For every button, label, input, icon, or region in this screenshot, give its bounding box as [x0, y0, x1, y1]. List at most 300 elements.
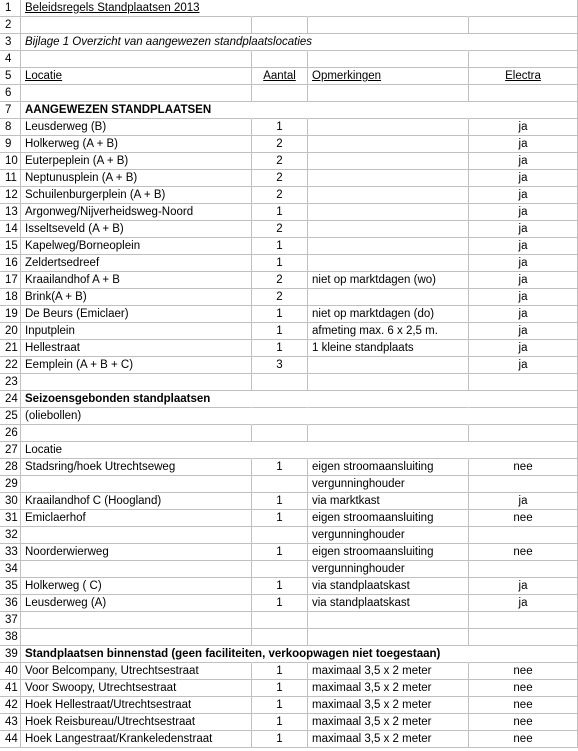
row-number[interactable]: 1	[0, 0, 21, 17]
remarks-cell[interactable]	[308, 493, 469, 510]
remarks-cell-text	[308, 359, 312, 371]
count-cell[interactable]	[252, 187, 308, 204]
count-cell[interactable]	[252, 714, 308, 731]
location-cell[interactable]	[21, 578, 252, 595]
location-cell-text: Voor Swoopy, Utrechtsestraat	[25, 682, 177, 694]
count-cell[interactable]	[252, 102, 308, 119]
table-row	[0, 527, 578, 544]
remarks-cell-text: maximaal 3,5 x 2 meter	[312, 665, 432, 677]
row-number[interactable]: 35	[0, 578, 21, 595]
remarks-cell[interactable]	[308, 289, 469, 306]
remarks-cell[interactable]	[308, 731, 469, 748]
row-number[interactable]: 7	[0, 102, 21, 119]
table-row	[0, 68, 578, 85]
location-cell[interactable]	[21, 357, 252, 374]
remarks-cell[interactable]	[308, 340, 469, 357]
row-number[interactable]: 9	[0, 136, 21, 153]
table-row	[0, 306, 578, 323]
location-cell[interactable]	[21, 442, 252, 459]
location-cell-text: Kapelweg/Borneoplein	[25, 240, 141, 252]
row-number[interactable]: 18	[0, 289, 21, 306]
electra-cell[interactable]	[469, 425, 578, 442]
remarks-cell[interactable]	[308, 221, 469, 238]
remarks-cell[interactable]	[308, 476, 469, 493]
row-number[interactable]: 37	[0, 612, 21, 629]
count-cell[interactable]	[252, 68, 308, 85]
location-cell[interactable]	[21, 255, 252, 272]
remarks-cell-text	[308, 155, 312, 167]
electra-cell-text: ja	[518, 308, 528, 320]
row-number[interactable]: 39	[0, 646, 21, 663]
electra-cell-text: ja	[518, 495, 528, 507]
count-cell[interactable]	[252, 357, 308, 374]
remarks-cell[interactable]	[308, 153, 469, 170]
remarks-cell[interactable]	[308, 561, 469, 578]
electra-cell[interactable]	[469, 544, 578, 561]
remarks-cell[interactable]	[308, 527, 469, 544]
electra-cell[interactable]	[469, 238, 578, 255]
row-number[interactable]: 3	[0, 34, 21, 51]
electra-cell[interactable]	[469, 102, 578, 119]
electra-cell[interactable]	[469, 697, 578, 714]
electra-cell[interactable]	[469, 272, 578, 289]
remarks-cell[interactable]	[308, 323, 469, 340]
remarks-cell-text	[308, 53, 312, 65]
count-cell[interactable]	[252, 136, 308, 153]
electra-cell-text: ja	[518, 597, 528, 609]
count-cell-text: 1	[276, 342, 283, 354]
remarks-cell[interactable]	[308, 0, 469, 17]
count-cell[interactable]	[252, 340, 308, 357]
electra-cell-text: nee	[513, 512, 533, 524]
remarks-cell[interactable]	[308, 612, 469, 629]
remarks-cell[interactable]	[308, 34, 469, 51]
remarks-cell[interactable]	[308, 459, 469, 476]
electra-cell[interactable]	[469, 510, 578, 527]
electra-cell[interactable]	[469, 187, 578, 204]
row-number[interactable]: 13	[0, 204, 21, 221]
electra-cell[interactable]	[469, 527, 578, 544]
location-cell[interactable]	[21, 646, 441, 663]
location-cell-text	[21, 563, 25, 575]
count-cell[interactable]	[252, 272, 308, 289]
location-cell-text	[21, 631, 25, 643]
count-cell-text: 3	[276, 359, 283, 371]
location-cell[interactable]	[21, 493, 252, 510]
count-cell[interactable]	[252, 527, 308, 544]
remarks-cell-text: maximaal 3,5 x 2 meter	[312, 716, 432, 728]
electra-cell[interactable]	[469, 459, 578, 476]
count-cell[interactable]	[252, 510, 308, 527]
count-cell[interactable]	[252, 17, 308, 34]
location-cell[interactable]	[21, 612, 252, 629]
table-row	[0, 391, 578, 408]
location-cell[interactable]	[21, 136, 252, 153]
remarks-cell[interactable]	[308, 425, 469, 442]
table-row	[0, 459, 578, 476]
count-cell[interactable]	[252, 238, 308, 255]
electra-cell-text: nee	[513, 682, 533, 694]
electra-cell-text: nee	[513, 546, 533, 558]
location-cell[interactable]	[21, 629, 252, 646]
location-cell-text	[21, 87, 25, 99]
location-cell[interactable]	[21, 476, 252, 493]
location-cell-text: Locatie	[25, 444, 63, 456]
remarks-cell[interactable]	[308, 102, 469, 119]
remarks-cell-text	[308, 614, 312, 626]
remarks-cell-text: vergunninghouder	[312, 478, 405, 490]
table-row	[0, 374, 578, 391]
remarks-cell[interactable]	[308, 357, 469, 374]
location-cell-text: Eemplein (A + B + C)	[25, 359, 134, 371]
location-cell[interactable]	[21, 204, 252, 221]
count-cell-text: 1	[276, 325, 283, 337]
location-cell[interactable]	[21, 459, 252, 476]
row-number[interactable]: 31	[0, 510, 21, 527]
location-cell[interactable]	[21, 170, 252, 187]
remarks-cell[interactable]	[308, 187, 469, 204]
row-number[interactable]: 20	[0, 323, 21, 340]
count-cell[interactable]	[252, 425, 308, 442]
count-cell[interactable]	[252, 306, 308, 323]
location-cell[interactable]	[21, 85, 252, 102]
remarks-cell[interactable]	[308, 442, 469, 459]
location-cell[interactable]	[21, 272, 252, 289]
electra-cell[interactable]	[469, 153, 578, 170]
row-number[interactable]: 44	[0, 731, 21, 748]
electra-cell[interactable]	[469, 204, 578, 221]
count-cell[interactable]	[252, 170, 308, 187]
location-cell[interactable]	[21, 374, 252, 391]
row-number[interactable]: 32	[0, 527, 21, 544]
electra-cell-text: ja	[518, 342, 528, 354]
location-cell[interactable]	[21, 340, 252, 357]
table-row	[0, 17, 578, 34]
table-row	[0, 663, 578, 680]
electra-cell[interactable]	[469, 612, 578, 629]
row-number[interactable]: 27	[0, 442, 21, 459]
row-number[interactable]: 19	[0, 306, 21, 323]
electra-cell[interactable]	[469, 578, 578, 595]
location-cell[interactable]	[21, 391, 252, 408]
remarks-cell[interactable]	[308, 204, 469, 221]
location-cell-text: Holkerweg (A + B)	[25, 138, 118, 150]
remarks-cell[interactable]	[308, 408, 469, 425]
row-number[interactable]: 30	[0, 493, 21, 510]
electra-cell[interactable]	[469, 629, 578, 646]
electra-cell[interactable]	[469, 170, 578, 187]
location-cell[interactable]	[21, 0, 252, 17]
remarks-cell[interactable]	[308, 510, 469, 527]
remarks-cell[interactable]	[308, 85, 469, 102]
count-cell[interactable]	[252, 391, 308, 408]
location-cell-text: Schuilenburgerplein (A + B)	[25, 189, 166, 201]
count-cell[interactable]	[252, 442, 308, 459]
electra-cell-text: nee	[513, 461, 533, 473]
remarks-cell[interactable]	[308, 544, 469, 561]
remarks-cell[interactable]	[308, 272, 469, 289]
electra-cell[interactable]	[469, 680, 578, 697]
electra-cell[interactable]	[469, 17, 578, 34]
row-number[interactable]: 17	[0, 272, 21, 289]
table-row	[0, 255, 578, 272]
electra-cell[interactable]	[469, 731, 578, 748]
count-cell[interactable]	[252, 323, 308, 340]
electra-cell[interactable]	[469, 391, 578, 408]
row-number[interactable]: 21	[0, 340, 21, 357]
count-cell[interactable]	[252, 119, 308, 136]
count-cell-text: 1	[276, 682, 283, 694]
electra-cell[interactable]	[469, 306, 578, 323]
row-number[interactable]: 43	[0, 714, 21, 731]
row-number[interactable]: 5	[0, 68, 21, 85]
electra-cell[interactable]	[469, 340, 578, 357]
location-cell[interactable]	[21, 510, 252, 527]
electra-cell[interactable]	[469, 51, 578, 68]
location-cell-text: AANGEWEZEN STANDPLAATSEN	[25, 104, 212, 116]
count-cell[interactable]	[252, 544, 308, 561]
row-number[interactable]: 23	[0, 374, 21, 391]
location-cell-text: Hoek Reisbureau/Utrechtsestraat	[25, 716, 196, 728]
count-cell[interactable]	[252, 595, 308, 612]
remarks-cell[interactable]	[308, 374, 469, 391]
remarks-cell[interactable]	[308, 136, 469, 153]
remarks-cell-text: via standplaatskast	[312, 580, 410, 592]
table-row	[0, 578, 578, 595]
remarks-cell-text: 1 kleine standplaats	[312, 342, 414, 354]
table-row	[0, 0, 578, 17]
electra-cell-text: ja	[518, 172, 528, 184]
location-cell[interactable]	[21, 595, 252, 612]
remarks-cell[interactable]	[308, 238, 469, 255]
location-cell-text	[21, 427, 25, 439]
remarks-cell-text: eigen stroomaansluiting	[312, 461, 434, 473]
electra-cell[interactable]	[469, 595, 578, 612]
row-number[interactable]: 22	[0, 357, 21, 374]
location-cell-text	[21, 614, 25, 626]
electra-cell-text: ja	[518, 257, 528, 269]
location-cell-text: Brink(A + B)	[25, 291, 87, 303]
remarks-cell[interactable]	[308, 51, 469, 68]
row-number[interactable]: 26	[0, 425, 21, 442]
electra-cell[interactable]	[469, 323, 578, 340]
location-cell[interactable]	[21, 714, 252, 731]
row-number[interactable]: 12	[0, 187, 21, 204]
row-number[interactable]: 11	[0, 170, 21, 187]
electra-cell[interactable]	[469, 357, 578, 374]
location-cell[interactable]	[21, 17, 252, 34]
remarks-cell-text	[308, 257, 312, 269]
location-cell-text	[21, 376, 25, 388]
count-cell[interactable]	[252, 629, 308, 646]
count-cell[interactable]	[252, 153, 308, 170]
location-cell[interactable]	[21, 306, 252, 323]
remarks-cell[interactable]	[308, 697, 469, 714]
row-number[interactable]: 4	[0, 51, 21, 68]
count-cell[interactable]	[252, 459, 308, 476]
location-cell[interactable]	[21, 663, 252, 680]
row-number[interactable]: 14	[0, 221, 21, 238]
electra-cell-text: nee	[513, 716, 533, 728]
count-cell[interactable]	[252, 255, 308, 272]
row-number[interactable]: 41	[0, 680, 21, 697]
remarks-cell[interactable]	[308, 119, 469, 136]
electra-cell[interactable]	[469, 493, 578, 510]
location-cell-text: Standplaatsen binnenstad (geen faciliteiten, verkoopwagen niet toegestaan)	[25, 648, 441, 660]
count-cell[interactable]	[252, 0, 308, 17]
count-cell[interactable]	[252, 561, 308, 578]
location-cell[interactable]	[21, 51, 252, 68]
remarks-cell[interactable]	[308, 578, 469, 595]
row-number[interactable]: 15	[0, 238, 21, 255]
electra-cell-text: ja	[518, 121, 528, 133]
location-cell[interactable]	[21, 425, 252, 442]
row-number[interactable]: 29	[0, 476, 21, 493]
location-cell[interactable]	[21, 119, 252, 136]
count-cell-text: 1	[276, 716, 283, 728]
table-row	[0, 629, 578, 646]
location-cell[interactable]	[21, 187, 252, 204]
remarks-cell-text	[308, 427, 312, 439]
row-number[interactable]: 33	[0, 544, 21, 561]
count-cell[interactable]	[252, 493, 308, 510]
row-number[interactable]: 25	[0, 408, 21, 425]
row-number[interactable]: 28	[0, 459, 21, 476]
location-cell[interactable]	[21, 680, 252, 697]
count-cell-text: 1	[276, 699, 283, 711]
electra-cell[interactable]	[469, 34, 578, 51]
table-row	[0, 204, 578, 221]
remarks-cell[interactable]	[308, 680, 469, 697]
remarks-cell[interactable]	[308, 595, 469, 612]
table-row	[0, 612, 578, 629]
count-cell[interactable]	[252, 731, 308, 748]
remarks-cell-text	[308, 19, 312, 31]
electra-cell[interactable]	[469, 136, 578, 153]
remarks-cell[interactable]	[308, 391, 469, 408]
electra-cell[interactable]	[469, 221, 578, 238]
count-cell-text: Aantal	[263, 70, 296, 82]
table-row	[0, 510, 578, 527]
electra-cell[interactable]	[469, 663, 578, 680]
row-number[interactable]: 6	[0, 85, 21, 102]
location-cell-text: Hoek Hellestraat/Utrechtsestraat	[25, 699, 192, 711]
row-number[interactable]: 16	[0, 255, 21, 272]
electra-cell[interactable]	[469, 714, 578, 731]
row-number[interactable]: 42	[0, 697, 21, 714]
location-cell-text: Stadsring/hoek Utrechtseweg	[25, 461, 176, 473]
table-row	[0, 340, 578, 357]
remarks-cell-text: niet op marktdagen (wo)	[312, 274, 437, 286]
location-cell[interactable]	[21, 102, 252, 119]
remarks-cell[interactable]	[308, 714, 469, 731]
remarks-cell[interactable]	[308, 663, 469, 680]
electra-cell[interactable]	[469, 289, 578, 306]
table-row	[0, 85, 578, 102]
location-cell-text: De Beurs (Emiclaer)	[25, 308, 129, 320]
electra-cell[interactable]	[469, 68, 578, 85]
row-number[interactable]: 38	[0, 629, 21, 646]
electra-cell[interactable]	[469, 85, 578, 102]
count-cell[interactable]	[252, 289, 308, 306]
count-cell-text: 1	[276, 257, 283, 269]
remarks-cell[interactable]	[308, 17, 469, 34]
location-cell-text	[21, 19, 25, 31]
remarks-cell[interactable]	[308, 629, 469, 646]
electra-cell-text: ja	[518, 359, 528, 371]
location-cell[interactable]	[21, 34, 313, 51]
location-cell[interactable]	[21, 323, 252, 340]
location-cell[interactable]	[21, 527, 252, 544]
electra-cell[interactable]	[469, 442, 578, 459]
remarks-cell-text	[308, 223, 312, 235]
remarks-cell[interactable]	[308, 255, 469, 272]
table-row	[0, 697, 578, 714]
location-cell[interactable]	[21, 221, 252, 238]
remarks-cell[interactable]	[308, 170, 469, 187]
electra-cell[interactable]	[469, 255, 578, 272]
count-cell[interactable]	[252, 51, 308, 68]
table-row	[0, 493, 578, 510]
electra-cell[interactable]	[469, 374, 578, 391]
row-number[interactable]: 36	[0, 595, 21, 612]
count-cell[interactable]	[252, 697, 308, 714]
electra-cell[interactable]	[469, 646, 578, 663]
row-number[interactable]: 40	[0, 663, 21, 680]
location-cell-text: Emiclaerhof	[25, 512, 86, 524]
location-cell-text: Bijlage 1 Overzicht van aangewezen standplaatslocaties	[25, 36, 313, 48]
count-cell[interactable]	[252, 374, 308, 391]
location-cell[interactable]	[21, 544, 252, 561]
count-cell-text: 1	[276, 495, 283, 507]
electra-cell[interactable]	[469, 0, 578, 17]
count-cell[interactable]	[252, 204, 308, 221]
count-cell[interactable]	[252, 612, 308, 629]
row-number[interactable]: 24	[0, 391, 21, 408]
count-cell[interactable]	[252, 578, 308, 595]
electra-cell[interactable]	[469, 408, 578, 425]
row-number[interactable]: 8	[0, 119, 21, 136]
remarks-cell[interactable]	[308, 306, 469, 323]
remarks-cell[interactable]	[308, 68, 469, 85]
count-cell[interactable]	[252, 663, 308, 680]
location-cell[interactable]	[21, 561, 252, 578]
location-cell-text: Holkerweg ( C)	[25, 580, 102, 592]
row-number[interactable]: 10	[0, 153, 21, 170]
count-cell[interactable]	[252, 476, 308, 493]
count-cell[interactable]	[252, 221, 308, 238]
table-row	[0, 289, 578, 306]
table-row	[0, 102, 578, 119]
electra-cell[interactable]	[469, 561, 578, 578]
row-number[interactable]: 34	[0, 561, 21, 578]
table-row	[0, 51, 578, 68]
location-cell[interactable]	[21, 731, 252, 748]
row-number[interactable]: 2	[0, 17, 21, 34]
location-cell[interactable]	[21, 238, 252, 255]
location-cell[interactable]	[21, 697, 252, 714]
location-cell[interactable]	[21, 153, 252, 170]
count-cell[interactable]	[252, 408, 308, 425]
count-cell[interactable]	[252, 85, 308, 102]
count-cell[interactable]	[252, 680, 308, 697]
location-cell[interactable]	[21, 289, 252, 306]
electra-cell[interactable]	[469, 119, 578, 136]
location-cell-text	[21, 529, 25, 541]
location-cell[interactable]	[21, 68, 252, 85]
electra-cell[interactable]	[469, 476, 578, 493]
location-cell[interactable]	[21, 408, 252, 425]
